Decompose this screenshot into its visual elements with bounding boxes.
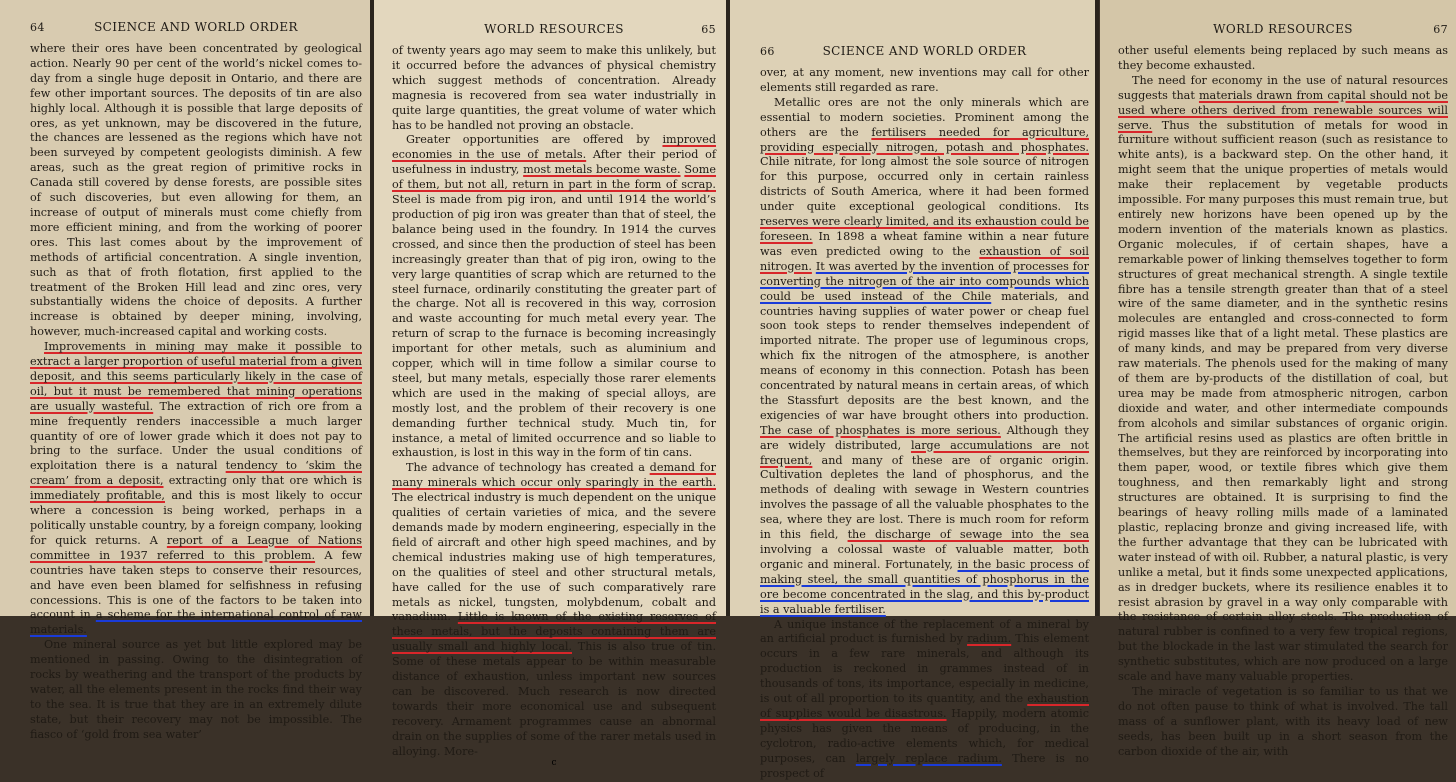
text-run: The need for economy in the use of natural resources suggests that — [1118, 73, 1448, 102]
red-underlined-passage: report of a League of Nations committee in 1937 referred to this problem. — [30, 533, 362, 562]
paragraph — [30, 340, 362, 638]
text-run: where their ores have been concentrated by geological action. Nearly 90 per cent of the world’s nickel comes to-day from a single huge deposit in Ontario, and there are few other important sources. The deposits of tin are also highly local. Although it is possible that large deposits of ores, as yet unknown, may be discovered in the future, the chances are lessened as the regions which have not been surveyed by competent geologists diminish. A few areas, such as the great region of primitive rocks in Canada still covered by dense forests, are possible sites of such discoveries, but even allowing for them, an increase of output of minerals must come chiefly from more efficient mining, and from the working of poorer ores. This last comes about by the improvement of methods of artificial concentration. A single invention, such as that of froth flotation, first applied to the treatment of the Broken Hill lead and zinc ores, very substantially widens the choice of deposits. A further increase is obtained by deeper mining, involving, however, much-increased capital and working costs. — [30, 42, 362, 339]
red-underlined-passage: fertilisers needed for agriculture, providing especially nitrogen, potash and phosphates. — [760, 125, 1090, 154]
text-run: extracting only that ore which is — [163, 474, 362, 488]
running-title: WORLD RESOURCES — [1213, 22, 1353, 36]
text-run: There is no prospect of — [760, 751, 1090, 780]
text-run: One mineral source as yet but little explored may be mentioned in passing. Owing to the disintegration of rocks by weathering and the transport of the products by water, all the elements present in the rocks find their way to the sea. It is true that they are in an extremely dilute state, but their recovery may not be impossible. The fiasco of ‘gold from sea water’ — [30, 638, 362, 741]
text-run: over, at any moment, new inventions may call for other elements still regarded as rare. — [760, 66, 1089, 94]
red-underlined-passage: The case of phosphates is more serious. — [760, 423, 1001, 437]
page-number: 66 — [760, 45, 775, 58]
blue-underlined-passage: a scheme for the international control of raw materials. — [30, 608, 362, 637]
text-run: This is also true of tin. Some of these metals appear to be within measurable distance of exhaustion, unless important new sources can be discovered. Much research is now directed towards their more economical use and subsequent recovery. Armament programmes cause an abnormal drain on the supplies of some of the rarer metals used in alloying. More- — [392, 640, 716, 758]
book-page-66 — [730, 0, 1095, 780]
text-run: In 1898 a wheat famine within a near future was even predicted owing to the — [760, 229, 1089, 258]
page-number: 64 — [30, 21, 45, 34]
page-gutter — [370, 0, 374, 616]
blue-underlined-passage: in the basic process of making steel, the small quantities of phosphorus in the ore become concentrated in the slag, and this by-product is a valuable fertiliser. — [760, 557, 1089, 616]
page-header — [760, 44, 1089, 62]
page-number: 65 — [701, 23, 716, 36]
page-header — [392, 22, 716, 40]
text-run: Although they are widely distributed, — [760, 423, 1089, 452]
red-underlined-passage: demand for many minerals which occur only sparingly in the earth. — [392, 461, 716, 490]
text-run: A unique instance of the replacement of a mineral by an artificial product is furnished by — [760, 617, 1089, 646]
text-run: materials, and countries having supplies of water power or cheap fuel soon took steps to render themselves independent of imported nitrate. The proper use of leguminous crops, which fix the nitrogen of the atmosphere, is another means of economy in this connection. Potash has been concentrated by natural means in certain areas, of which the Stassfurt deposits are the best known, and the exigencies of war have brought others into production. — [760, 289, 1089, 422]
paragraph — [30, 42, 362, 340]
red-underlined-passage: immediately profitable, — [30, 489, 165, 503]
book-page-64 — [0, 0, 370, 741]
text-run: Happily, modern atomic physics has given the means of producing, in the cyclotron, radio-active elements which, for medical purposes, can — [760, 706, 1089, 765]
page-header — [30, 20, 362, 38]
text-run: Metallic ores are not the only minerals which are essential to modern societies. Prominent among the others are the — [760, 95, 1089, 139]
text-run: Steel is made from pig iron, and until 1914 the world’s production of pig iron was greater than that of steel, the balance being used in the foundry. In 1914 the curves crossed, and since then the production of steel has been increasingly greater than that of pig iron, owing to the very large quantities of scrap which are returned to the steel furnace, ordinarily constituting the greater part of the charge. Not all is recovered in this way, corrosion and waste accounting for much metal every year. The return of scrap to the furnace is becoming increasingly important for other metals, such as aluminium and copper, which will in time follow a similar course to steel, but many metals, especially those rarer elements which are used in the making of special alloys, are mostly lost, and the problem of their recovery is one demanding further technical study. Much tin, for instance, a metal of limited occurrence and so liable to exhaustion, is lost in this way in the form of tin cans. — [392, 193, 716, 460]
red-underlined-passage: reserves were clearly limited, and its exhaustion could be foreseen. — [760, 215, 1089, 243]
red-underlined-passage: exhaustion of soil nitrogen. — [760, 244, 1089, 273]
paragraph — [1118, 74, 1448, 685]
red-underlined-passage: Improvements in mining may make it possible to extract a larger proportion of useful material from a given deposit, and this seems particularly likely in the case of oil, but it must be remembered that mining operations are usually wasteful. — [30, 340, 362, 413]
text-run: and many of these are of organic origin. Cultivation depletes the land of phosphorus, and the methods of dealing with sewage in Western countries involves the passage of all the valuable phosphates to the sea, where they are lost. There is much room for reform in this field, — [760, 453, 1089, 542]
paragraph — [760, 66, 1089, 96]
book-page-67 — [1100, 0, 1456, 758]
page-body — [30, 42, 362, 743]
red-underlined-passage: Some of them, but not all, return in part in the form of scrap. — [392, 163, 716, 192]
red-underlined-passage: improved economies in the use of metals. — [392, 133, 716, 162]
red-underlined-passage: large accumulations are not frequent, — [760, 438, 1089, 467]
blue-underlined-passage: largely replace radium. — [855, 751, 1002, 765]
text-run: The extraction of rich ore from a mine frequently renders inaccessible a much larger quantity of ore of lower grade which it does not pay to bring to the surface. Under the usual conditions of exploitation there is a natural — [30, 399, 362, 473]
text-run: involving a colossal waste of valuable matter, both organic and mineral. Fortunately, — [760, 543, 1089, 571]
running-title: WORLD RESOURCES — [484, 22, 624, 36]
text-run: The miracle of vegetation is so familiar to us that we do not often pause to think of what is involved. The tall mass of a sunflower plant, with its heavy load of new seeds, has been built up in a short season from the carbon dioxide of the air, with — [1118, 684, 1448, 758]
red-underlined-passage: tendency to ‘skim the cream’ from a deposit, — [30, 459, 362, 488]
page-gutter — [1095, 0, 1099, 616]
page-header — [1118, 22, 1448, 40]
text-run: This element occurs in a few rare minerals, and although its production is reckoned in grammes instead of in thousands of tons, its importance, especially in medicine, is out of all proportion to its quantity, and the — [760, 632, 1089, 706]
red-underlined-passage: radium. — [967, 632, 1012, 646]
book-page-65 — [372, 0, 726, 768]
text-run: other useful elements being replaced by such means as they become exhausted. — [1118, 44, 1448, 72]
paragraph — [1118, 685, 1448, 760]
red-underlined-passage: Little is known of the existing reserves of these metals, but the deposits containing them are usually small and highly local. — [392, 610, 716, 654]
text-run: Greater opportunities are offered by — [406, 133, 663, 147]
text-run: The advance of technology has created a — [406, 461, 650, 475]
signature-mark: c — [551, 757, 557, 768]
page-gutter — [726, 0, 730, 616]
running-title: SCIENCE AND WORLD ORDER — [94, 20, 298, 34]
red-underlined-passage: the discharge of sewage into the sea — [847, 528, 1090, 542]
text-run: The electrical industry is much dependent on the unique qualities of certain varieties of mica, and the severe demands made by modern engineering, especially in the field of aircraft and other high speed machines, and by chemical industries making use of high temperatures, on the qualities of steel and other structural metals, have called for the use of such comparatively rare metals as nickel, tungsten, molybdenum, cobalt and vanadium. — [392, 491, 716, 624]
red-underlined-passage: most metals become waste. — [523, 163, 681, 177]
text-run: After their period of usefulness in industry, — [392, 148, 716, 177]
red-underlined-passage: exhaustion of supplies would be disastrous. — [760, 692, 1089, 720]
text-run: of twenty years ago may seem to make this unlikely, but it occurred before the advances of physical chemistry which suggest methods of concentration. Already magnesia is recovered from sea water industrially in quite large quantities, the great volume of water which has to be handled not proving an obstacle. — [392, 44, 716, 132]
text-run: Chile nitrate, for long almost the sole source of nitrogen for this purpose, occurred only in certain rainless districts of South America, where it had been formed under quite exceptional geological conditions. Its — [760, 155, 1089, 214]
paragraph — [392, 44, 716, 133]
text-run: Thus the substitution of metals for wood in furniture without sufficient reason (such as resistance to white ants), is a backward step. On the other hand, it might seem that the unique properties of metals would make their replacement by vegetable products impossible. For many purposes this must remain true, but entirely new horizons have been opened up by the modern invention of the materials known as plastics. Organic molecules, if of certain shapes, have a remarkable power of linking themselves together to form structures of great mechanical strength. A single textile fibre has a tensile strength greater than that of a steel wire of the same diameter, and in the synthetic resins molecules are entangled and cross-connected to form rigid masses like that of a light metal. These plastics are of many kinds, and may be prepared from very diverse raw materials. The phenols used for the making of many of them are by-products of the distillation of coal, but urea may be made from atmospheric nitrogen, carbon dioxide and water, and other intermediate compounds from alcohols and similar substances of organic origin. The artificial resins used as plastics are often brittle in themselves, but they are reinforced by incorporating into them paper, wood, or textile fibres which give them toughness, and then remarkably light and strong structures are obtained. It is surprising to find the bearings of heavy rolling mills made of a laminated plastic, replacing bronze and giving increased life, with the further advantage that they can be lubricated with water instead of with oil. Rubber, a natural plastic, is very unlike a metal, but it finds some unexpected applications, as in dredger buckets, where its resilience enables it to resist abrasion by gravel in a way only comparable with the resistance of certain alloy steels. The production of natural rubber is confined to a very few tropical regions, but the blockade in the last war stimulated the search for synthetic substitutes, which are now produced on a large scale and have many valuable properties. — [1118, 118, 1448, 684]
page-body — [1118, 44, 1448, 760]
text-run: and this is most likely to occur where a concession is being worked, perhaps in a politically unstable country, by a foreign company, looking for quick returns. A — [30, 489, 363, 547]
blue-underlined-passage: It was averted by the invention of processes for converting the nitrogen of the air into compounds which could be used instead of the Chile — [760, 259, 1089, 303]
paragraph — [1118, 44, 1448, 74]
page-body — [760, 66, 1089, 782]
paragraph — [760, 618, 1089, 782]
running-title: SCIENCE AND WORLD ORDER — [822, 44, 1027, 58]
red-underlined-passage: materials drawn from capital should not be used where others derived from renewable sources will serve. — [1118, 88, 1448, 132]
page-body — [392, 44, 716, 760]
paragraph — [30, 638, 362, 742]
text-run: A few countries have taken steps to conserve their resources, and have even been blamed for selfishness in refusing concessions. This is one of the factors to be taken into account in — [30, 548, 362, 622]
page-number: 67 — [1433, 23, 1448, 36]
paragraph — [760, 96, 1089, 618]
paragraph — [392, 133, 716, 461]
paragraph — [392, 461, 716, 759]
